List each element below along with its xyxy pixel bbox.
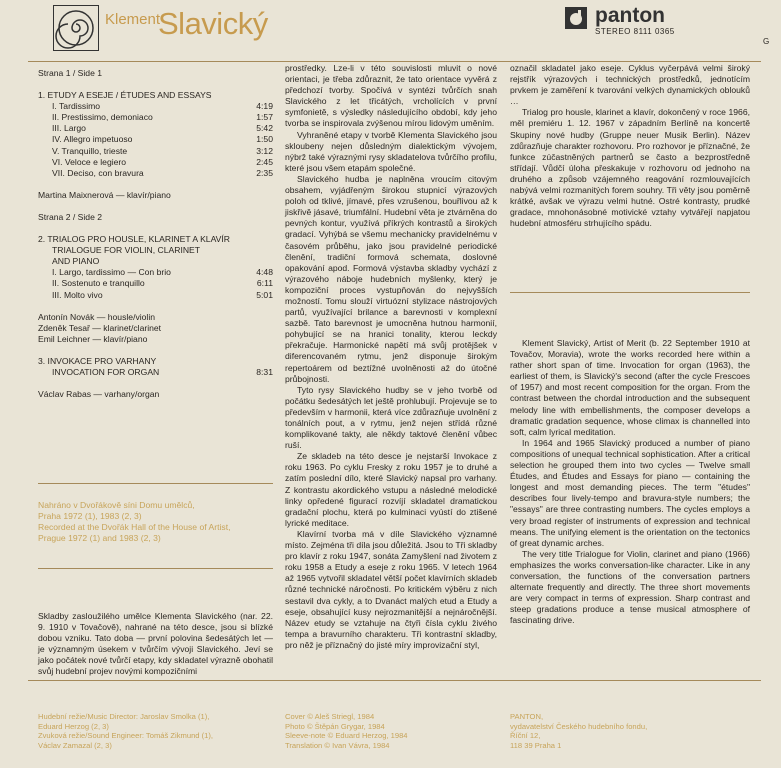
track-name: III. Largo bbox=[52, 123, 86, 134]
recording-line-2: Praha 1972 (1), 1983 (2, 3) bbox=[38, 511, 142, 522]
work2-title-line1: 2. TRIALOG PRO HOUSLE, KLARINET A KLAVÍR bbox=[38, 234, 230, 245]
credit-line: Translation © Ivan Vávra, 1984 bbox=[285, 740, 390, 750]
notes-paragraph: The very title Trialogue for Violin, clarinet and piano (1966) emphasizes the works conversation-like character. Like in any conversation, the functions of the conversation partners alternate frequently and directly. The three short movements are very compact in terms of expression. Sharp contrast and steep gradations produce a tense musical atmosphere of fascinating drive. bbox=[510, 548, 750, 626]
notes-paragraph: Trialog pro housle, klarinet a klavír, dokončený v roce 1966, měl premiéru 1. 12. 1967 v západním Berlíně na koncertě Skupiny nové hudby (Gruppe neuer Musik Berlin). Název zdůrazňuje charakter rozhovoru. Pro rozhovor je příznačné, že funkce zúčastněných partnerů se často a bezprostředně střídají. Vůdčí úloha přeskakuje v rozhovoru od jednoho na druhého a způsob vzájemného reagování rozmlouvajících nabývá velmi rozmanitých forem souhry. Tři věty jsou poměrně krátké, avšak ve výrazu velmi hutné. Ostré kontrasty, prudké gradace, mnohonásobné motivické vztahy vytvářejí napjatou hudební atmosféru strhujícího spádu. bbox=[510, 107, 750, 229]
work3-title-line1: 3. INVOKACE PRO VARHANY bbox=[38, 355, 157, 366]
track-time: 3:12 bbox=[256, 145, 273, 156]
track-name: V. Tranquillo, trieste bbox=[52, 145, 128, 156]
track-row bbox=[38, 267, 273, 278]
side2-movements bbox=[38, 267, 273, 300]
track-row bbox=[38, 278, 273, 289]
language-divider bbox=[510, 292, 750, 293]
track-name: IV. Allegro impetuoso bbox=[52, 134, 133, 145]
track-time: 2:35 bbox=[256, 167, 273, 178]
track-row bbox=[38, 146, 273, 157]
notes-paragraph: Slavického hudba je naplněna vroucím citovým obsahem, vyjádřeným širokou stupnicí výrazových poloh od tklivé, jímavé, přes vzrušenou, bouřlivou až k jiskřivě jásavé, triumfální. Hudební věta je ztvárněna do pevných kontur, využívá příkrých kontrastů a širokých gradací. Vyhýbá se všemu mechanicky pravidelnému v časovém průběhu, jako jsou pravidelné periodické členění, tradiční formová schemata, doslovné opakování apod. Formová výstavba skladby vychází z výrazového náboje hudebních myšlenky, který je kompoziční proces vystupňován do nejvyšších možností. Tomu slouží virtuózní stylizace nástrojových partů, využívající brilance a barevnosti v komplexní sazbě. Tato barevnost je umocněna hutnou harmonií, pohybující se na hranici tonality, kterou leckdy překračuje. Harmonické napětí má svůj protějšek v diferencovaném rytmu, jenž disponuje širokým repertoárem od beztížné uvolněnosti až do útočné průbojnosti. bbox=[285, 173, 497, 384]
track-row bbox=[38, 123, 273, 134]
credit-line: Říční 12, bbox=[510, 731, 541, 741]
recording-info bbox=[38, 500, 273, 544]
notes-czech bbox=[285, 63, 497, 651]
track-name: II. Sostenuto e tranquillo bbox=[52, 278, 145, 289]
credits-publisher bbox=[510, 712, 647, 750]
credit-line: Václav Zamazal (2, 3) bbox=[38, 740, 112, 750]
label-name: panton bbox=[595, 4, 665, 27]
credit-line: 118 39 Praha 1 bbox=[510, 740, 562, 750]
notes-paragraph: In 1964 and 1965 Slavický produced a number of piano compositions of unequal technical sophistication. After a critical selection he grouped them into two cycles — Twelve small Études, and Études and Essays for piano — containing the longest and most demanding pieces. The term "études" describes four lively-tempo and bravura-style numbers; the "essays" are three contrasting numbers. The cycles employs a very broad register of instruments of expression and technical means. The unifying element is the orientation on the tectonics of great dynamic arches. bbox=[510, 437, 750, 548]
credit-line: Cover © Aleš Striegl, 1984 bbox=[285, 712, 375, 721]
track-time: 5:01 bbox=[256, 289, 273, 300]
notes-paragraph: Klavírní tvorba má v díle Slavického významné místo. Zejména tři díla jsou důležitá. Jsou to Tři skladby pro klavír z roku 1947, sonáta Zamyšlení nad životem z roku 1958 a Etudy a eseje z roku 1965. V letech 1964 až 1965 vytvořil skladatel větší počet klavírních skladeb různé technické náročnosti. Po kritickém výběru z nich sestavil dva cykly, a to Dvanáct malých etud a Etudy a eseje, obsahující kusy nejrozmanitější a nejnáročnější. Název etudy se vztahuje na čtyři čísla cyklu živého tempa a bravurního charakteru. Tři kontrastní skladby, pro něž je příznačný do jisté míry improvizační styl, bbox=[285, 528, 497, 650]
track-name: VII. Deciso, con bravura bbox=[52, 167, 144, 178]
credit-line: Zvuková režie/Sound Engineer: Tomáš Zikmund (1), bbox=[38, 731, 214, 741]
side1-movements bbox=[38, 101, 273, 179]
credit-line: PANTON, bbox=[510, 712, 544, 721]
track-name: I. Largo, tardissimo — Con brio bbox=[52, 267, 171, 278]
spiral-icon bbox=[54, 6, 98, 50]
work2-title-line3: AND PIANO bbox=[52, 256, 100, 267]
tracklist bbox=[38, 68, 273, 400]
footer-divider bbox=[28, 680, 761, 681]
track-time: 1:57 bbox=[256, 112, 273, 123]
notes-paragraph: označil skladatel jako eseje. Cyklus vyčerpává velmi široký rejstřík výrazových i technických prostředků, jednotícím prvkem je zaměření k tvarování velkých dynamických oblouků … bbox=[510, 63, 750, 107]
side2-performer-1: Antonín Novák — housle/violin bbox=[38, 311, 156, 322]
work1-title: 1. ETUDY A ESEJE / ÉTUDES AND ESSAYS bbox=[38, 90, 212, 101]
track-row bbox=[38, 168, 273, 179]
credit-line: Hudební režie/Music Director: Jaroslav Smolka (1), bbox=[38, 712, 210, 721]
recording-line-1: Nahráno v Dvořákově síni Domu umělců, bbox=[38, 500, 195, 510]
recording-divider-top bbox=[38, 483, 273, 484]
side2-performer-3: Emil Leichner — klavír/piano bbox=[38, 333, 148, 344]
track-time: 5:42 bbox=[256, 123, 273, 134]
track-time: 4:48 bbox=[256, 267, 273, 278]
track-name: II. Prestissimo, demoniaco bbox=[52, 112, 153, 123]
work2-title-line2: TRIALOGUE FOR VIOLIN, CLARINET bbox=[52, 245, 201, 256]
composer-first-name: Klement bbox=[105, 11, 161, 28]
notes-czech-continued bbox=[510, 63, 750, 229]
track-name: VI. Veloce e legiero bbox=[52, 156, 127, 167]
recording-line-4: Prague 1972 (1) and 1983 (2, 3) bbox=[38, 533, 161, 544]
work3-performer: Václav Rabas — varhany/organ bbox=[38, 389, 160, 400]
header-divider bbox=[28, 61, 761, 62]
track-row bbox=[38, 134, 273, 145]
track-time: 2:45 bbox=[256, 156, 273, 167]
credit-line: Photo © Štěpán Grygar, 1984 bbox=[285, 721, 385, 731]
notes-paragraph: Klement Slavický, Artist of Merit (b. 22 September 1910 at Tovačov, Moravia), wrote the works recorded here within a rather short span of time. Invocation for organ (1963), the earliest of them, is Slavický's second (after the cycle Frescoes of 1957) and most recent composition for the organ. From the contrast between the chordal introduction and the subsequent melody line with embellishments, the composer develops a dramatic gradation sequence, whose climax is channelled into soft, calm lyrical meditation. bbox=[510, 338, 750, 437]
work3-row bbox=[38, 367, 273, 378]
side2-performer-2: Zdeněk Tesař — klarinet/clarinet bbox=[38, 322, 162, 333]
notes-paragraph: prostředky. Lze-li v této souvislosti mluvit o nové orientaci, je třeba zdůraznit, že tato orientace vyvěrá z předchozí tvorby. Spočívá v syntézi tvůrčích snah Slavického z let třicátých, vrcholících v první symfonietě, s výsledky následujícího období, kdy jeho tvorba se inspirovala zvýšenou mírou lidovým uměním. bbox=[285, 63, 497, 129]
work3-title-line2: INVOCATION FOR ORGAN bbox=[52, 366, 160, 377]
credit-line: vydavatelství Českého hudebního fondu, bbox=[510, 721, 648, 731]
side1-performer: Martina Maixnerová — klavír/piano bbox=[38, 189, 171, 200]
track-time: 4:19 bbox=[256, 101, 273, 112]
track-row bbox=[38, 112, 273, 123]
composer-last-name: Slavický bbox=[158, 6, 268, 41]
notes-english bbox=[510, 338, 750, 626]
price-code: G bbox=[763, 37, 770, 46]
track-time: 6:11 bbox=[256, 278, 273, 289]
credit-line: Sleeve-note © Eduard Herzog, 1984 bbox=[285, 731, 408, 741]
notes-paragraph: Ze skladeb na této desce je nejstarší Invokace z roku 1963. Po cyklu Fresky z roku 1957 je to druhé a zatím poslední dílo, které Slavický napsal pro varhany. Z kontrastu akordického vstupu a následné melodické linky opředené figurací rozvíjí skladatel dramatickou gradační plochu, která po kulminaci vyústí do ztišené lyrické meditace. bbox=[285, 451, 497, 528]
panton-logo-icon bbox=[565, 7, 587, 29]
notes-paragraph: Tyto rysy Slavického hudby se v jeho tvorbě od počátku šedesátých let ještě prohlubují. Projevuje se to především v harmonii, která více zdůrazňuje uvolnění z tonálních pout, a v rytmu, jenž nejen střídá různé komplikované takty, ale někdy taktové členění vůbec ruší. bbox=[285, 384, 497, 451]
track-name: III. Molto vivo bbox=[52, 289, 103, 300]
side2-title: Strana 2 / Side 2 bbox=[38, 211, 103, 222]
composer-logo bbox=[53, 5, 99, 51]
recording-divider-bottom bbox=[38, 568, 273, 569]
side1-title: Strana 1 / Side 1 bbox=[38, 68, 103, 78]
intro-czech: Skladby zasloužilého umělce Klementa Slavického (nar. 22. 9. 1910 v Tovačově), nahrané na této desce, jsou si blízké dobou vzniku. Tato doba — první polovina šedesátých let — je významným úsekem v tvůrčím vývoji Slavického. Jeví se jako počátek nové tvůrčí etapy, kdy skladatel výrazně obohatil svůj hudební projev novými kompozičními bbox=[38, 611, 273, 677]
track-row bbox=[38, 290, 273, 301]
track-time: 1:50 bbox=[256, 134, 273, 145]
work3-time: 8:31 bbox=[256, 366, 273, 377]
credits-music bbox=[38, 712, 213, 750]
track-name: I. Tardissimo bbox=[52, 101, 101, 112]
catalog-number: STEREO 8111 0365 bbox=[595, 27, 675, 36]
credits-design bbox=[285, 712, 408, 750]
credit-line: Eduard Herzog (2, 3) bbox=[38, 721, 109, 731]
recording-line-3: Recorded at the Dvořák Hall of the House of Artist, bbox=[38, 522, 231, 533]
notes-paragraph: Vyhraněné etapy v tvorbě Klementa Slavického jsou skloubeny nejen důsledným dialektickým vývojem, nýbrž také výraznými rysy skladatelova tvůrčího profilu, které jsou všem etapám společné. bbox=[285, 129, 497, 173]
track-row bbox=[38, 157, 273, 168]
track-row bbox=[38, 101, 273, 112]
